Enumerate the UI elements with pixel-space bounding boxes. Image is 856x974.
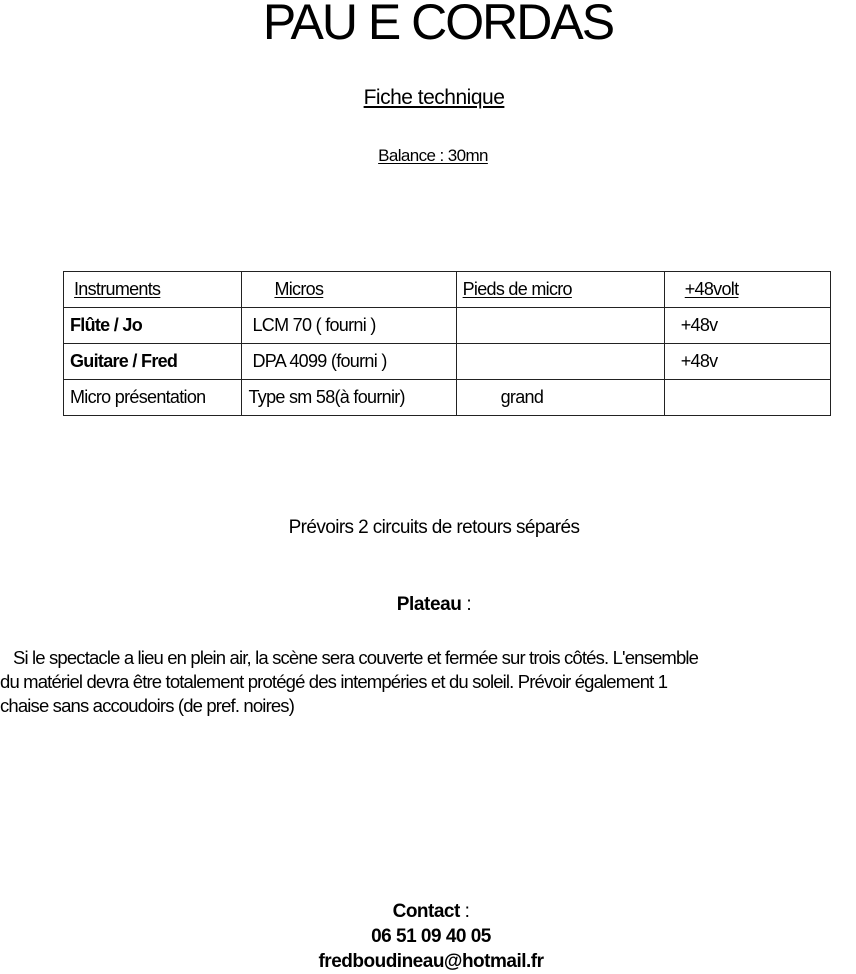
table-row — [64, 344, 831, 380]
contact-email: fredboudineau@hotmail.fr — [318, 951, 544, 972]
table-header-row — [64, 272, 831, 308]
document-title: PAU E CORDAS — [262, 0, 614, 50]
paragraph-line: chaise sans accoudoirs (de pref. noires) — [0, 695, 295, 716]
table-cell-instrument: Guitare / Fred — [64, 344, 242, 380]
table-header-cell — [664, 272, 830, 308]
table-cell-micro: LCM 70 ( fourni ) — [242, 308, 456, 344]
table-cell-phantom: +48v — [664, 344, 830, 380]
plateau-heading — [0, 594, 856, 616]
paragraph-line: du matériel devra être totalement protégé des intempéries et du soleil. Prévoir également 1 — [0, 671, 668, 692]
contact-colon: : — [459, 901, 470, 922]
header-micros: Micros — [274, 279, 324, 299]
balance-duration: Balance : 30mn — [378, 146, 488, 165]
table-cell-instrument: Flûte / Jo — [64, 308, 242, 344]
table-header-cell — [64, 272, 242, 308]
contact-phone: 06 51 09 40 05 — [371, 926, 491, 947]
paragraph-line: Si le spectacle a lieu en plein air, la scène sera couverte et fermée sur trois côtés. L'ensemble — [13, 647, 699, 668]
equipment-table — [63, 271, 831, 416]
table-row — [64, 308, 831, 344]
table-header-cell — [456, 272, 664, 308]
plateau-paragraph — [0, 646, 856, 718]
table-cell-pied — [456, 308, 664, 344]
table-header-cell — [242, 272, 456, 308]
header-instruments: Instruments — [74, 279, 161, 299]
table-cell-phantom: +48v — [664, 308, 830, 344]
table-row — [64, 380, 831, 416]
table-cell-instrument: Micro présentation — [64, 380, 242, 416]
header-pieds-de-micro: Pieds de micro — [462, 279, 572, 299]
table-cell-phantom — [664, 380, 830, 416]
plateau-label: Plateau — [396, 594, 462, 615]
retours-notice: Prévoirs 2 circuits de retours séparés — [288, 517, 580, 538]
contact-label: Contact — [392, 901, 460, 922]
table-cell-pied: grand — [456, 380, 664, 416]
plateau-colon: : — [461, 594, 472, 615]
document-subtitle: Fiche technique — [363, 86, 505, 109]
table-cell-micro: DPA 4099 (fourni ) — [242, 344, 456, 380]
table-cell-micro: Type sm 58(à fournir) — [242, 380, 456, 416]
table-cell-pied — [456, 344, 664, 380]
contact-block — [0, 899, 856, 974]
contact-heading — [0, 899, 856, 924]
header-48volt: +48volt — [684, 279, 739, 299]
